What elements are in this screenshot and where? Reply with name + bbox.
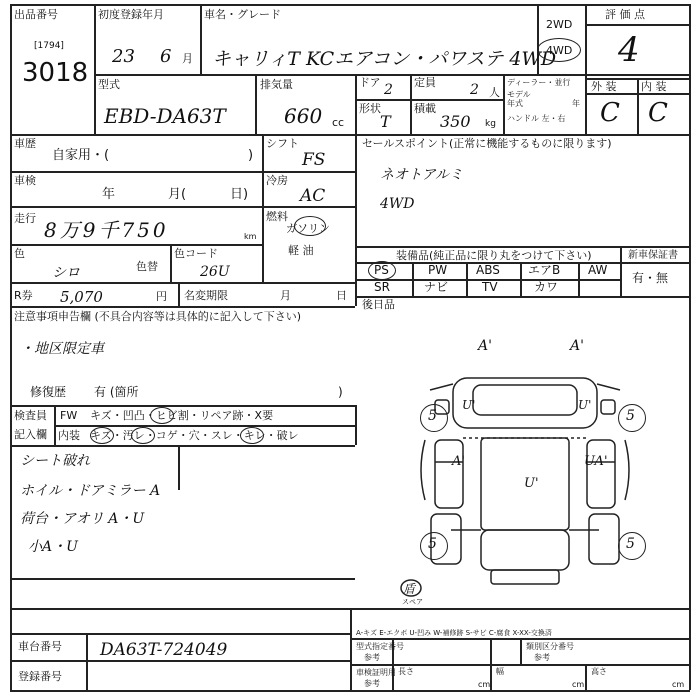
tire-value: 5: [428, 536, 437, 552]
model-year-label-2: 年式: [507, 99, 523, 108]
height-unit: cm: [672, 680, 685, 689]
damage-mark: A': [570, 338, 584, 354]
cert-sub: 参考: [364, 679, 380, 688]
shift-label: シフト: [266, 137, 299, 150]
divider: [10, 578, 355, 580]
divider: [10, 134, 689, 136]
inspector-comment: ホイル・ドアミラー A: [20, 483, 161, 499]
inspector-int-label: 内装: [58, 429, 80, 442]
form2-sub: 参考: [534, 653, 550, 662]
model-year-unit: 年: [572, 99, 580, 108]
warranty-value: 有・無: [632, 271, 669, 285]
divider: [255, 74, 257, 134]
mileage-label: 走行: [14, 212, 36, 225]
damage-mark: U': [578, 398, 592, 412]
divider: [10, 171, 355, 173]
after-items-label: 後日品: [362, 298, 395, 311]
tire-value: 5: [626, 408, 635, 424]
repair-history-label: 修復歴: [30, 385, 67, 399]
capacity-label: 定員: [414, 76, 436, 89]
inspection-day: 日): [230, 187, 249, 202]
divider: [350, 608, 352, 690]
equip-aw: AW: [588, 263, 608, 277]
inspector-fw-items: キズ・凹凸・ヒビ割・リペア跡・X要: [90, 409, 274, 422]
load-unit: kg: [485, 119, 496, 129]
form1-label: 型式指定番号: [356, 642, 404, 651]
inspector-label-2: 記入欄: [14, 428, 47, 441]
divider: [355, 405, 357, 445]
drive-4wd-circle: [537, 38, 581, 62]
tire-value: 5: [428, 408, 437, 424]
equip-tv: TV: [482, 280, 498, 294]
divider: [578, 262, 580, 296]
chassis-value: DA63T-724049: [100, 640, 228, 660]
divider: [178, 445, 180, 490]
load-label: 積載: [414, 102, 436, 115]
inspection-label: 車検: [14, 174, 36, 187]
divider: [10, 445, 355, 447]
capacity-value: 2: [470, 82, 479, 98]
inspector-int-items: キズ・汚レ・コゲ・穴・スレ・キレ・破レ: [90, 429, 299, 442]
length-unit: cm: [478, 680, 491, 689]
int-stain-circle: [131, 427, 155, 444]
drive-2wd: 2WD: [546, 18, 573, 31]
score-label: 評 価 点: [605, 8, 645, 21]
lot-number: 3018: [22, 58, 89, 88]
divider: [355, 262, 689, 264]
damage-mark: UA': [584, 454, 608, 469]
sales-title: セールスポイント(正常に機能するものに限ります): [362, 137, 612, 150]
divider: [637, 78, 639, 134]
shape-value: T: [380, 112, 391, 131]
equip-ps: PS: [374, 263, 389, 277]
damage-mark: A': [478, 338, 492, 354]
repair-history-value: 有 (箇所: [94, 385, 139, 399]
color-value: シロ: [52, 265, 80, 281]
damage-mark: U': [462, 398, 476, 412]
damage-mark: A': [452, 454, 465, 469]
divider: [10, 405, 355, 407]
divider: [10, 282, 355, 284]
divider: [520, 262, 522, 296]
divider: [520, 638, 522, 664]
equip-leather: カワ: [534, 280, 559, 294]
divider: [585, 664, 587, 690]
equip-navi: ナビ: [424, 280, 449, 294]
fuel-gasoline: ガソリン: [286, 222, 330, 235]
warranty-label: 新車保証書: [628, 250, 678, 261]
car-damage-diagram: [395, 350, 655, 600]
handle-label: ハンドル 左・右: [507, 114, 566, 123]
ac-value: AC: [300, 186, 326, 206]
reg-number-label: 登録番号: [18, 670, 62, 683]
divider: [585, 24, 689, 26]
spare-mark: 盾: [403, 582, 416, 596]
model-year-label: モデル: [507, 90, 531, 99]
divider: [355, 246, 689, 248]
inspector-comment: 荷台・アオリ A・U: [20, 511, 145, 527]
displacement-unit: cc: [332, 116, 345, 129]
interior-grade: C: [648, 98, 668, 128]
tax-label: R券: [14, 289, 33, 302]
tire-value: 5: [626, 536, 635, 552]
fw-dent-circle: [150, 407, 174, 424]
int-scratch-circle: [90, 427, 114, 444]
fuel-diesel: 軽 油: [288, 244, 314, 257]
car-name-label: 車名・グレード: [204, 8, 281, 21]
chassis-label: 車台番号: [18, 640, 62, 653]
notes-body: ・地区限定車: [20, 341, 104, 357]
cert-label: 車検証明用: [356, 668, 396, 677]
fuel-gasoline-circle: [294, 216, 326, 236]
divider: [355, 74, 357, 134]
form1-sub: 参考: [364, 653, 380, 662]
color-code-value: 26U: [200, 264, 230, 280]
model-value: EBD-DA63T: [104, 104, 226, 128]
divider: [178, 282, 180, 306]
exterior-label: 外 装: [591, 80, 617, 93]
equip-airbag: エアB: [528, 263, 561, 277]
width-label: 幅: [496, 667, 504, 676]
inspector-label: 検査員: [14, 409, 47, 422]
int-wear-circle: [240, 427, 264, 444]
divider: [466, 262, 468, 296]
inspector-fw-label: FW: [60, 409, 78, 422]
equipment-title: 装備品(純正品に限り丸をつけて下さい): [396, 249, 592, 262]
score-value: 4: [618, 30, 640, 70]
height-label: 高さ: [591, 667, 607, 676]
damage-mark: U': [524, 476, 539, 491]
first-reg-label: 初度登録年月: [98, 8, 164, 21]
car-name-value: キャリィT KCエアコン・パワステ 4WD: [212, 48, 557, 70]
repair-history-close: ): [338, 385, 343, 399]
model-label: 型式: [98, 78, 120, 91]
inspection-month: 月(: [168, 187, 187, 202]
use-label: 車歴: [14, 137, 36, 150]
shift-value: FS: [302, 150, 326, 170]
border-bottom: [10, 690, 690, 692]
divider: [355, 296, 689, 298]
divider: [262, 134, 264, 282]
divider: [620, 246, 622, 296]
lot-sub: [1794]: [34, 41, 64, 51]
divider: [350, 664, 689, 666]
displacement-value: 660: [284, 104, 323, 128]
tax-unit: 円: [156, 290, 167, 303]
divider: [94, 74, 689, 76]
use-value: 自家用・(: [52, 148, 110, 163]
tax-value: 5,070: [60, 288, 103, 306]
inspector-comment: 小A・U: [28, 539, 78, 555]
color-label: 色: [14, 247, 25, 260]
door-label: ドア: [359, 76, 381, 89]
divider: [86, 633, 88, 690]
first-reg-month: 6: [160, 46, 172, 67]
length-label: 長さ: [398, 667, 414, 676]
lot-label: 出品番号: [14, 8, 58, 21]
dealer-label: ディーラー・並行: [507, 78, 571, 87]
interior-label: 内 装: [641, 80, 667, 93]
inspector-comment: シート破れ: [20, 453, 90, 469]
border-top: [10, 4, 690, 6]
divider: [10, 306, 355, 308]
inspection-year: 年: [102, 187, 116, 202]
divider: [10, 633, 350, 635]
equip-pw: PW: [428, 263, 448, 277]
ac-label: 冷房: [266, 174, 288, 187]
divider: [410, 74, 412, 134]
capacity-unit: 人: [489, 86, 500, 99]
name-change-label: 名変期限: [184, 289, 228, 302]
mileage-value: 8万9千750: [44, 218, 169, 242]
first-reg-month-unit: 月: [182, 52, 193, 65]
border-left: [10, 4, 12, 690]
load-value: 350: [440, 112, 471, 131]
mileage-unit: km: [244, 232, 257, 241]
sales-point: 4WD: [380, 196, 415, 212]
form2-label: 類別区分番号: [526, 642, 574, 651]
equip-ps-circle: [368, 261, 396, 280]
divider: [490, 638, 492, 690]
equip-sr: SR: [374, 280, 390, 294]
border-right: [689, 4, 691, 690]
use-close: ): [248, 148, 254, 163]
divider: [170, 244, 172, 282]
divider: [10, 244, 262, 246]
equip-abs: ABS: [476, 263, 500, 277]
notes-title: 注意事項申告欄 (不具合内容等は具体的に記入して下さい): [14, 310, 302, 323]
divider: [10, 206, 355, 208]
divider: [10, 660, 350, 662]
exterior-grade: C: [600, 98, 620, 128]
spare-label: スペア: [402, 598, 423, 606]
divider: [412, 262, 414, 296]
width-unit: cm: [572, 680, 585, 689]
fuel-label: 燃料: [266, 210, 288, 223]
drive-4wd: 4WD: [546, 44, 573, 57]
divider: [503, 74, 505, 134]
name-change-month: 月: [280, 289, 291, 302]
divider: [200, 4, 202, 74]
name-change-day: 日: [336, 289, 347, 302]
damage-legend: A-キズ E-エクボ U-凹み W-補修跡 S-サビ C-腐食 X-XX-交換済: [356, 629, 552, 637]
shape-label: 形状: [359, 102, 381, 115]
divider: [355, 99, 503, 101]
divider: [94, 4, 96, 134]
door-value: 2: [384, 82, 393, 98]
color-change-label: 色替: [136, 260, 158, 273]
color-code-label: 色コード: [174, 247, 218, 260]
first-reg-year: 23: [112, 46, 135, 67]
sales-point: ネオトアルミ: [380, 167, 464, 183]
displacement-label: 排気量: [260, 78, 293, 91]
